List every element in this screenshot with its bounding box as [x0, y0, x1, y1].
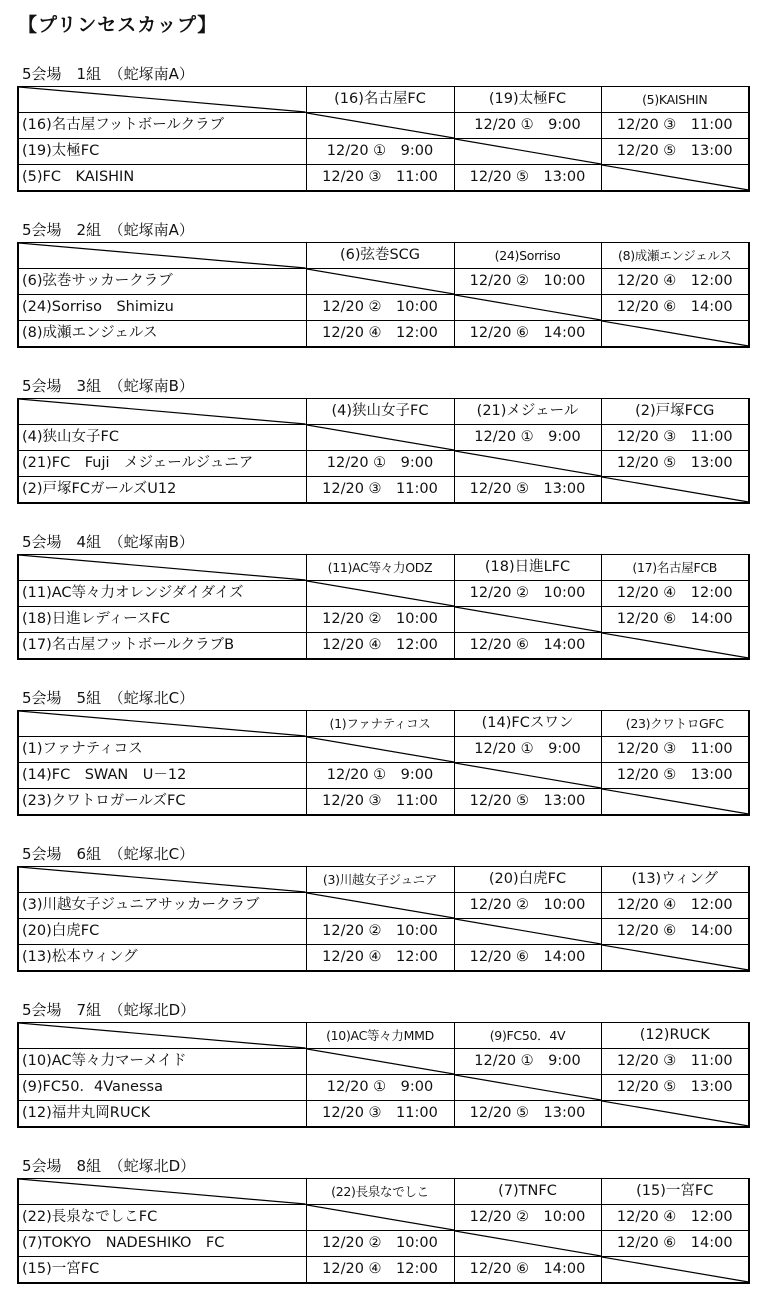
self-match-cell: [601, 321, 749, 348]
match-time-cell: 12/20 ④ 12:00: [601, 1205, 749, 1231]
table-row: [18, 633, 749, 660]
table-row: [18, 451, 749, 477]
match-time-cell: 12/20 ④ 12:00: [601, 269, 749, 295]
self-match-cell: [454, 295, 601, 321]
column-team-header: (5)KAISHIN: [601, 87, 749, 113]
row-team-name: (15)一宮FC: [18, 1257, 306, 1284]
table-row: [18, 1075, 749, 1101]
column-team-header: (6)弦巻SCG: [306, 243, 454, 269]
group-block: [0, 63, 761, 219]
row-team-name: (21)FC Fuji メジェールジュニア: [18, 451, 306, 477]
group-block: [0, 375, 761, 531]
column-team-header: (22)長泉なでしこ: [306, 1179, 454, 1205]
match-time-cell: 12/20 ② 10:00: [454, 269, 601, 295]
corner-cell: [18, 711, 306, 737]
column-team-header: (1)ファナティコス: [306, 711, 454, 737]
column-team-header: (2)戸塚FCG: [601, 399, 749, 425]
group-title: 5会場 3組 （蛇塚南B）: [22, 377, 194, 395]
table-row: [18, 919, 749, 945]
match-time-cell: 12/20 ① 9:00: [306, 763, 454, 789]
self-match-cell: [454, 607, 601, 633]
match-time-cell: 12/20 ① 9:00: [454, 425, 601, 451]
header-row: [18, 1179, 749, 1205]
row-team-name: (12)福井丸岡RUCK: [18, 1101, 306, 1128]
row-team-name: (6)弦巻サッカークラブ: [18, 269, 306, 295]
table-row: [18, 763, 749, 789]
match-time-cell: 12/20 ⑤ 13:00: [601, 451, 749, 477]
column-team-header: (12)RUCK: [601, 1023, 749, 1049]
match-time-cell: 12/20 ② 10:00: [454, 1205, 601, 1231]
match-time-cell: 12/20 ② 10:00: [306, 919, 454, 945]
self-match-cell: [306, 581, 454, 607]
match-time-cell: 12/20 ③ 11:00: [306, 477, 454, 504]
table-row: [18, 581, 749, 607]
column-team-header: (4)狭山女子FC: [306, 399, 454, 425]
group-block: [0, 531, 761, 687]
column-team-header: (11)AC等々力ODZ: [306, 555, 454, 581]
match-time-cell: 12/20 ⑥ 14:00: [601, 919, 749, 945]
row-team-name: (1)ファナティコス: [18, 737, 306, 763]
match-time-cell: 12/20 ④ 12:00: [601, 581, 749, 607]
table-row: [18, 425, 749, 451]
match-time-cell: 12/20 ① 9:00: [306, 139, 454, 165]
table-row: [18, 737, 749, 763]
self-match-cell: [454, 451, 601, 477]
row-team-name: (17)名古屋フットボールクラブB: [18, 633, 306, 660]
self-match-cell: [454, 763, 601, 789]
table-row: [18, 607, 749, 633]
table-row: [18, 1257, 749, 1284]
row-team-name: (5)FC KAISHIN: [18, 165, 306, 192]
group-title: 5会場 5組 （蛇塚北C）: [22, 689, 195, 707]
match-time-cell: 12/20 ⑥ 14:00: [454, 321, 601, 348]
corner-cell: [18, 243, 306, 269]
match-table: [17, 1022, 750, 1128]
row-team-name: (3)川越女子ジュニアサッカークラブ: [18, 893, 306, 919]
match-table: [17, 866, 750, 972]
self-match-cell: [454, 139, 601, 165]
match-table: [17, 1178, 750, 1284]
match-time-cell: 12/20 ① 9:00: [454, 737, 601, 763]
group-block: [0, 687, 761, 843]
match-time-cell: 12/20 ② 10:00: [306, 295, 454, 321]
table-row: [18, 269, 749, 295]
column-team-header: (21)メジェール: [454, 399, 601, 425]
group-title: 5会場 7組 （蛇塚北D）: [22, 1001, 196, 1019]
match-time-cell: 12/20 ③ 11:00: [601, 737, 749, 763]
column-team-header: (19)太極FC: [454, 87, 601, 113]
group-block: [0, 843, 761, 999]
match-time-cell: 12/20 ② 10:00: [454, 581, 601, 607]
match-time-cell: 12/20 ⑤ 13:00: [601, 1075, 749, 1101]
match-table: [17, 398, 750, 504]
column-team-header: (9)FC50．4V: [454, 1023, 601, 1049]
match-table: [17, 710, 750, 816]
row-team-name: (16)名古屋フットボールクラブ: [18, 113, 306, 139]
self-match-cell: [306, 269, 454, 295]
match-time-cell: 12/20 ④ 12:00: [306, 633, 454, 660]
self-match-cell: [454, 1231, 601, 1257]
column-team-header: (17)名古屋FCB: [601, 555, 749, 581]
row-team-name: (7)TOKYO NADESHIKO FC: [18, 1231, 306, 1257]
group-block: [0, 219, 761, 375]
match-time-cell: 12/20 ④ 12:00: [306, 1257, 454, 1284]
match-time-cell: 12/20 ③ 11:00: [306, 165, 454, 192]
group-block: [0, 1155, 761, 1311]
match-time-cell: 12/20 ② 10:00: [306, 1231, 454, 1257]
table-row: [18, 321, 749, 348]
group-block: [0, 999, 761, 1155]
match-time-cell: 12/20 ④ 12:00: [306, 945, 454, 972]
match-time-cell: 12/20 ② 10:00: [454, 893, 601, 919]
column-team-header: (18)日進LFC: [454, 555, 601, 581]
row-team-name: (9)FC50．4Vanessa: [18, 1075, 306, 1101]
self-match-cell: [601, 1101, 749, 1128]
match-table: [17, 86, 750, 192]
match-time-cell: 12/20 ⑤ 13:00: [601, 139, 749, 165]
row-team-name: (19)太極FC: [18, 139, 306, 165]
match-time-cell: 12/20 ⑤ 13:00: [454, 477, 601, 504]
row-team-name: (23)クワトロガールズFC: [18, 789, 306, 816]
column-team-header: (8)成瀬エンジェルス: [601, 243, 749, 269]
header-row: [18, 555, 749, 581]
group-title: 5会場 2組 （蛇塚南A）: [22, 221, 194, 239]
match-time-cell: 12/20 ① 9:00: [454, 1049, 601, 1075]
column-team-header: (7)TNFC: [454, 1179, 601, 1205]
table-row: [18, 165, 749, 192]
match-time-cell: 12/20 ③ 11:00: [601, 1049, 749, 1075]
row-team-name: (13)松本ウィング: [18, 945, 306, 972]
corner-cell: [18, 867, 306, 893]
column-team-header: (15)一宮FC: [601, 1179, 749, 1205]
column-team-header: (3)川越女子ジュニア: [306, 867, 454, 893]
match-time-cell: 12/20 ④ 12:00: [601, 893, 749, 919]
row-team-name: (22)長泉なでしこFC: [18, 1205, 306, 1231]
group-title: 5会場 6組 （蛇塚北C）: [22, 845, 195, 863]
self-match-cell: [601, 945, 749, 972]
row-team-name: (14)FC SWAN U－12: [18, 763, 306, 789]
self-match-cell: [601, 1257, 749, 1284]
group-title: 5会場 8組 （蛇塚北D）: [22, 1157, 196, 1175]
row-team-name: (20)白虎FC: [18, 919, 306, 945]
match-time-cell: 12/20 ⑤ 13:00: [454, 789, 601, 816]
self-match-cell: [601, 477, 749, 504]
table-row: [18, 113, 749, 139]
group-title: 5会場 1組 （蛇塚南A）: [22, 65, 194, 83]
header-row: [18, 867, 749, 893]
header-row: [18, 711, 749, 737]
corner-cell: [18, 87, 306, 113]
corner-cell: [18, 1179, 306, 1205]
row-team-name: (18)日進レディースFC: [18, 607, 306, 633]
column-team-header: (20)白虎FC: [454, 867, 601, 893]
table-row: [18, 1205, 749, 1231]
self-match-cell: [454, 919, 601, 945]
column-team-header: (23)クワトロGFC: [601, 711, 749, 737]
column-team-header: (10)AC等々力MMD: [306, 1023, 454, 1049]
table-row: [18, 139, 749, 165]
self-match-cell: [306, 893, 454, 919]
column-team-header: (14)FCスワン: [454, 711, 601, 737]
row-team-name: (24)Sorriso Shimizu: [18, 295, 306, 321]
self-match-cell: [601, 165, 749, 192]
table-row: [18, 477, 749, 504]
table-row: [18, 893, 749, 919]
header-row: [18, 1023, 749, 1049]
match-time-cell: 12/20 ① 9:00: [454, 113, 601, 139]
match-table: [17, 242, 750, 348]
row-team-name: (11)AC等々力オレンジダイダイズ: [18, 581, 306, 607]
table-row: [18, 1101, 749, 1128]
match-time-cell: 12/20 ⑥ 14:00: [454, 633, 601, 660]
match-time-cell: 12/20 ① 9:00: [306, 1075, 454, 1101]
self-match-cell: [306, 737, 454, 763]
match-time-cell: 12/20 ④ 12:00: [306, 321, 454, 348]
column-team-header: (24)Sorriso: [454, 243, 601, 269]
header-row: [18, 243, 749, 269]
table-row: [18, 945, 749, 972]
header-row: [18, 87, 749, 113]
self-match-cell: [601, 633, 749, 660]
header-row: [18, 399, 749, 425]
match-time-cell: 12/20 ⑥ 14:00: [601, 607, 749, 633]
table-row: [18, 1231, 749, 1257]
table-row: [18, 789, 749, 816]
match-time-cell: 12/20 ⑥ 14:00: [454, 945, 601, 972]
match-time-cell: 12/20 ⑤ 13:00: [454, 1101, 601, 1128]
row-team-name: (2)戸塚FCガールズU12: [18, 477, 306, 504]
match-time-cell: 12/20 ③ 11:00: [306, 789, 454, 816]
row-team-name: (8)成瀬エンジェルス: [18, 321, 306, 348]
self-match-cell: [306, 1049, 454, 1075]
page-title: 【プリンセスカップ】: [18, 14, 218, 36]
match-time-cell: 12/20 ③ 11:00: [601, 113, 749, 139]
column-team-header: (13)ウィング: [601, 867, 749, 893]
match-time-cell: 12/20 ⑤ 13:00: [454, 165, 601, 192]
row-team-name: (10)AC等々力マーメイド: [18, 1049, 306, 1075]
self-match-cell: [306, 425, 454, 451]
match-time-cell: 12/20 ⑤ 13:00: [601, 763, 749, 789]
match-table: [17, 554, 750, 660]
match-time-cell: 12/20 ⑥ 14:00: [601, 295, 749, 321]
match-time-cell: 12/20 ③ 11:00: [306, 1101, 454, 1128]
table-row: [18, 295, 749, 321]
self-match-cell: [306, 1205, 454, 1231]
self-match-cell: [601, 789, 749, 816]
match-time-cell: 12/20 ② 10:00: [306, 607, 454, 633]
match-time-cell: 12/20 ① 9:00: [306, 451, 454, 477]
corner-cell: [18, 555, 306, 581]
match-time-cell: 12/20 ③ 11:00: [601, 425, 749, 451]
corner-cell: [18, 399, 306, 425]
table-row: [18, 1049, 749, 1075]
column-team-header: (16)名古屋FC: [306, 87, 454, 113]
row-team-name: (4)狭山女子FC: [18, 425, 306, 451]
group-title: 5会場 4組 （蛇塚南B）: [22, 533, 194, 551]
self-match-cell: [454, 1075, 601, 1101]
match-time-cell: 12/20 ⑥ 14:00: [454, 1257, 601, 1284]
match-time-cell: 12/20 ⑥ 14:00: [601, 1231, 749, 1257]
self-match-cell: [306, 113, 454, 139]
corner-cell: [18, 1023, 306, 1049]
